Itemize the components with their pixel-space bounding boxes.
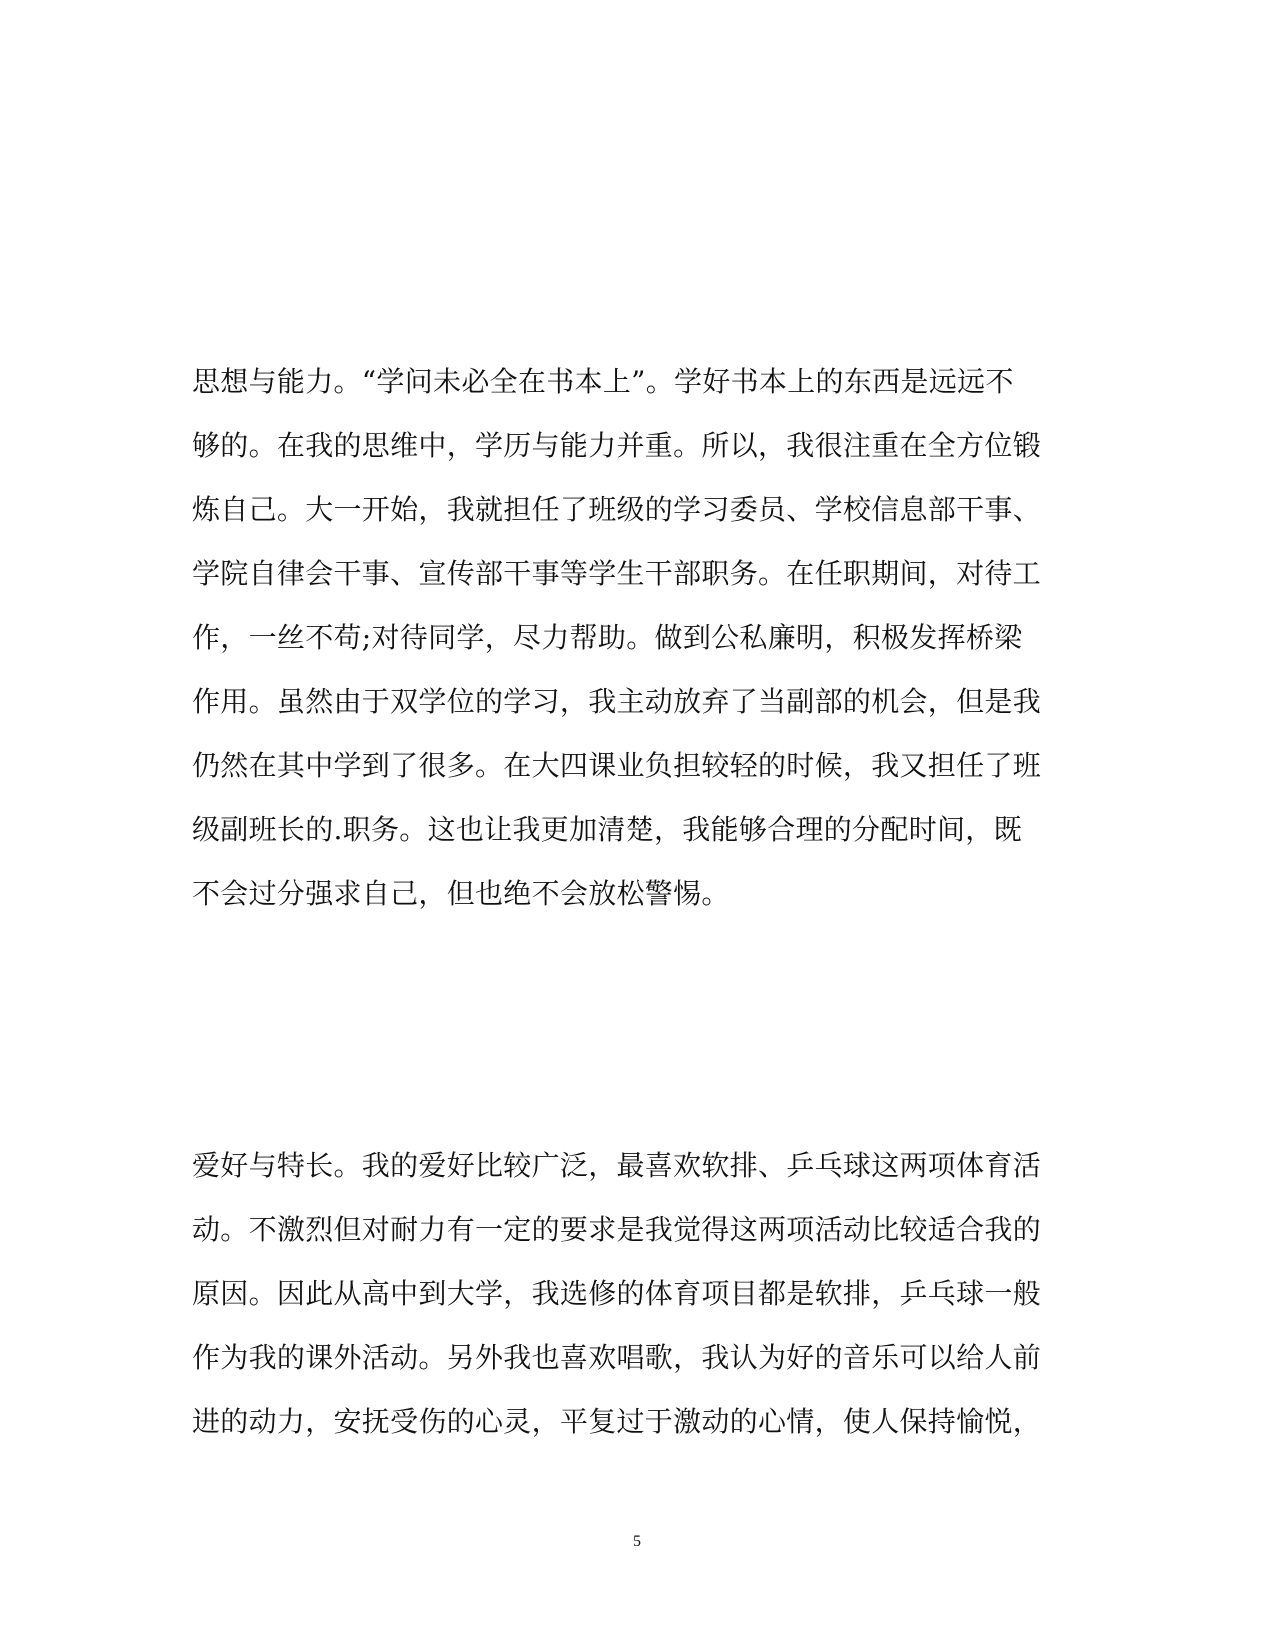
paragraph-line: 爱好与特长。我的爱好比较广泛，最喜欢软排、乒乓球这两项体育活 xyxy=(192,1149,1042,1182)
paragraph-line: 炼自己。大一开始，我就担任了班级的学习委员、学校信息部干事、 xyxy=(192,493,1042,526)
paragraph-line: 作用。虽然由于双学位的学习，我主动放弃了当副部的机会，但是我 xyxy=(192,685,1042,718)
paragraph-line: 动。不激烈但对耐力有一定的要求是我觉得这两项活动比较适合我的 xyxy=(192,1213,1042,1246)
paragraph-line: 仍然在其中学到了很多。在大四课业负担较轻的时候，我又担任了班 xyxy=(192,749,1042,782)
paragraph-line: 作，一丝不苟;对待同学，尽力帮助。做到公私廉明，积极发挥桥梁 xyxy=(192,621,1023,654)
paragraph-hobbies xyxy=(192,1134,1072,1454)
paragraph-abilities xyxy=(192,350,1072,926)
paragraph-line: 原因。因此从高中到大学，我选修的体育项目都是软排，乒乓球一般 xyxy=(192,1277,1042,1310)
paragraph-line: 学院自律会干事、宣传部干事等学生干部职务。在任职期间，对待工 xyxy=(192,557,1042,590)
paragraph-line: 思想与能力。“学问未必全在书本上”。学好书本上的东西是远远不 xyxy=(192,365,1014,398)
paragraph-line: 不会过分强求自己，但也绝不会放松警惕。 xyxy=(192,877,730,910)
paragraph-line: 级副班长的.职务。这也让我更加清楚，我能够合理的分配时间，既 xyxy=(192,813,1022,846)
paragraph-line: 够的。在我的思维中，学历与能力并重。所以，我很注重在全方位锻 xyxy=(192,429,1042,462)
page-number: 5 xyxy=(633,1533,641,1550)
paragraph-line: 进的动力，安抚受伤的心灵，平复过于激动的心情，使人保持愉悦， xyxy=(192,1405,1042,1438)
paragraph-line: 作为我的课外活动。另外我也喜欢唱歌，我认为好的音乐可以给人前 xyxy=(192,1341,1042,1374)
